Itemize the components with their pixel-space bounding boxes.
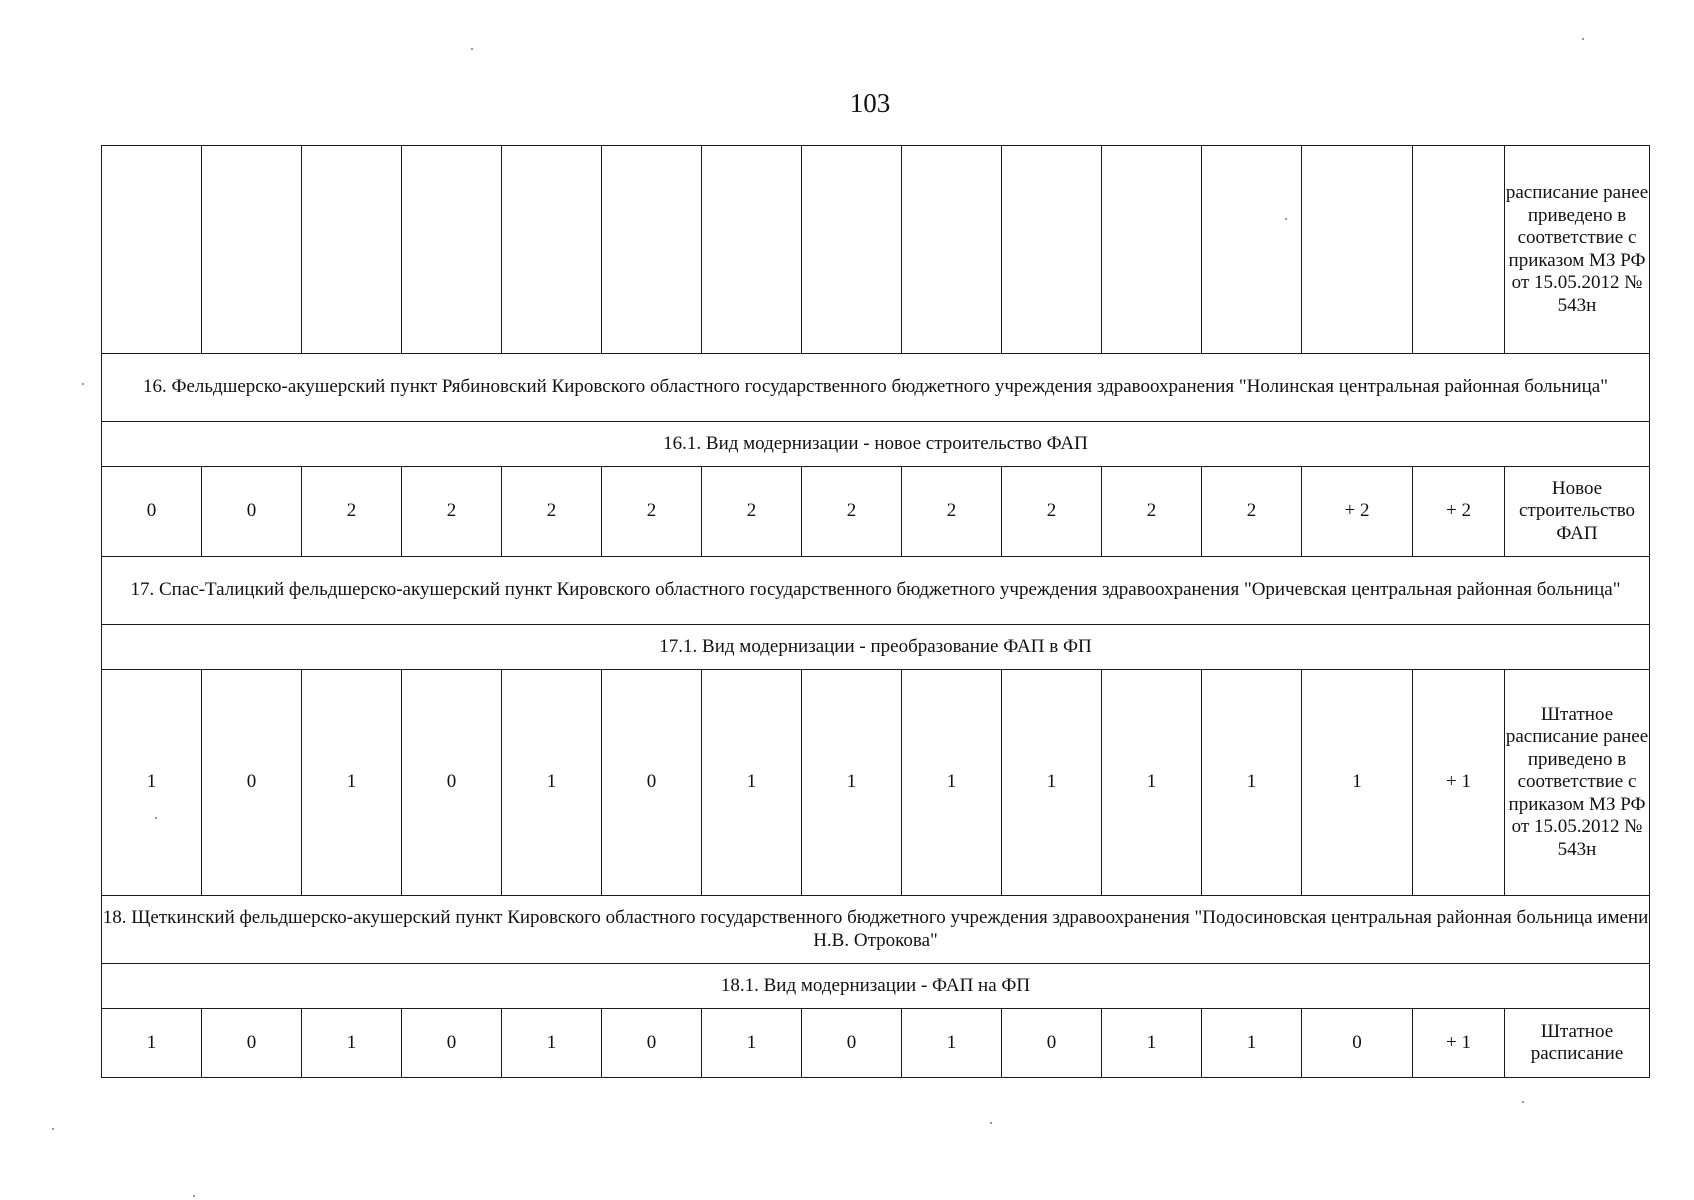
subsection-heading-row [102,964,1650,1009]
scan-speck [82,383,84,385]
note-cell: Новое строительство ФАП [1505,467,1650,557]
table-cell: 2 [1002,467,1102,557]
modernization-type-heading: 17.1. Вид модернизации - преобразование ФАП в ФП [102,625,1650,670]
table-cell: + 1 [1413,1009,1505,1078]
table-cell: 2 [1102,467,1202,557]
table-cell: 1 [302,670,402,896]
facility-heading: 18. Щеткинский фельдшерско-акушерский пункт Кировского областного государственного бюджетного учреждения здравоохранения "Подосиновская центральная районная больница имени Н.В. Отрокова" [102,896,1650,964]
table-cell: 1 [502,1009,602,1078]
table-cell: 1 [102,1009,202,1078]
table-cell: 1 [702,1009,802,1078]
note-cell: Штатное расписание ранее приведено в соответствие с приказом МЗ РФ от 15.05.2012 № 543н [1505,670,1650,896]
table-cell [1102,146,1202,354]
table-cell: 0 [202,670,302,896]
table-cell: + 1 [1413,670,1505,896]
table-row [102,146,1650,354]
table-cell: 2 [702,467,802,557]
table-cell: 2 [402,467,502,557]
table-cell [602,146,702,354]
table-cell: 2 [1202,467,1302,557]
facility-heading: 17. Спас-Талицкий фельдшерско-акушерский пункт Кировского областного государственного бюджетного учреждения здравоохранения "Оричевская центральная районная больница" [102,557,1650,625]
table-cell: 1 [1202,1009,1302,1078]
table-cell: 0 [202,1009,302,1078]
table-cell [402,146,502,354]
table-cell: 1 [1302,670,1413,896]
table-cell: 1 [802,670,902,896]
table-cell [702,146,802,354]
table-cell [202,146,302,354]
table-cell: 0 [602,670,702,896]
table-cell [302,146,402,354]
table-cell [902,146,1002,354]
table-body [102,146,1650,1078]
subsection-heading-row [102,422,1650,467]
table-cell: 0 [402,1009,502,1078]
table-cell: 1 [702,670,802,896]
modernization-table [101,145,1650,1078]
table-cell [1302,146,1413,354]
table-cell: 0 [602,1009,702,1078]
section-heading-row [102,557,1650,625]
page-number: 103 [849,88,891,118]
table-cell: + 2 [1413,467,1505,557]
table-cell: 2 [302,467,402,557]
table-cell [1202,146,1302,354]
scan-speck [1522,1101,1524,1103]
table-cell: + 2 [1302,467,1413,557]
table-cell [1413,146,1505,354]
table-cell: 0 [1002,1009,1102,1078]
scan-speck [52,1128,54,1130]
section-heading-row [102,896,1650,964]
section-heading-row [102,354,1650,422]
subsection-heading-row [102,625,1650,670]
table-cell: 2 [502,467,602,557]
table-cell: 1 [1102,670,1202,896]
table-row [102,670,1650,896]
table-cell: 1 [902,670,1002,896]
table-cell: 0 [102,467,202,557]
scan-speck [1582,38,1584,40]
table-cell: 2 [602,467,702,557]
table-row [102,467,1650,557]
table-cell: 2 [902,467,1002,557]
scan-speck [990,1122,992,1124]
table-cell [102,146,202,354]
scan-speck [155,817,157,819]
table-cell: 1 [1002,670,1102,896]
table-cell [1002,146,1102,354]
facility-heading: 16. Фельдшерско-акушерский пункт Рябиновский Кировского областного государственного бюджетного учреждения здравоохранения "Нолинская центральная районная больница" [102,354,1650,422]
scan-speck [193,1195,195,1197]
table-cell: 1 [102,670,202,896]
table-cell: 1 [502,670,602,896]
table-cell: 1 [902,1009,1002,1078]
scan-speck [471,48,473,50]
table-cell: 0 [202,467,302,557]
note-cell: расписание ранее приведено в соответствие с приказом МЗ РФ от 15.05.2012 № 543н [1505,146,1650,354]
table-cell: 1 [1102,1009,1202,1078]
table-cell: 1 [302,1009,402,1078]
scan-speck [1285,218,1287,220]
table-cell: 0 [802,1009,902,1078]
table-row [102,1009,1650,1078]
table-cell: 0 [402,670,502,896]
modernization-type-heading: 18.1. Вид модернизации - ФАП на ФП [102,964,1650,1009]
table-cell: 1 [1202,670,1302,896]
table-cell: 0 [1302,1009,1413,1078]
table-cell [802,146,902,354]
modernization-type-heading: 16.1. Вид модернизации - новое строительство ФАП [102,422,1650,467]
note-cell: Штатное расписание [1505,1009,1650,1078]
table-cell [502,146,602,354]
table-cell: 2 [802,467,902,557]
